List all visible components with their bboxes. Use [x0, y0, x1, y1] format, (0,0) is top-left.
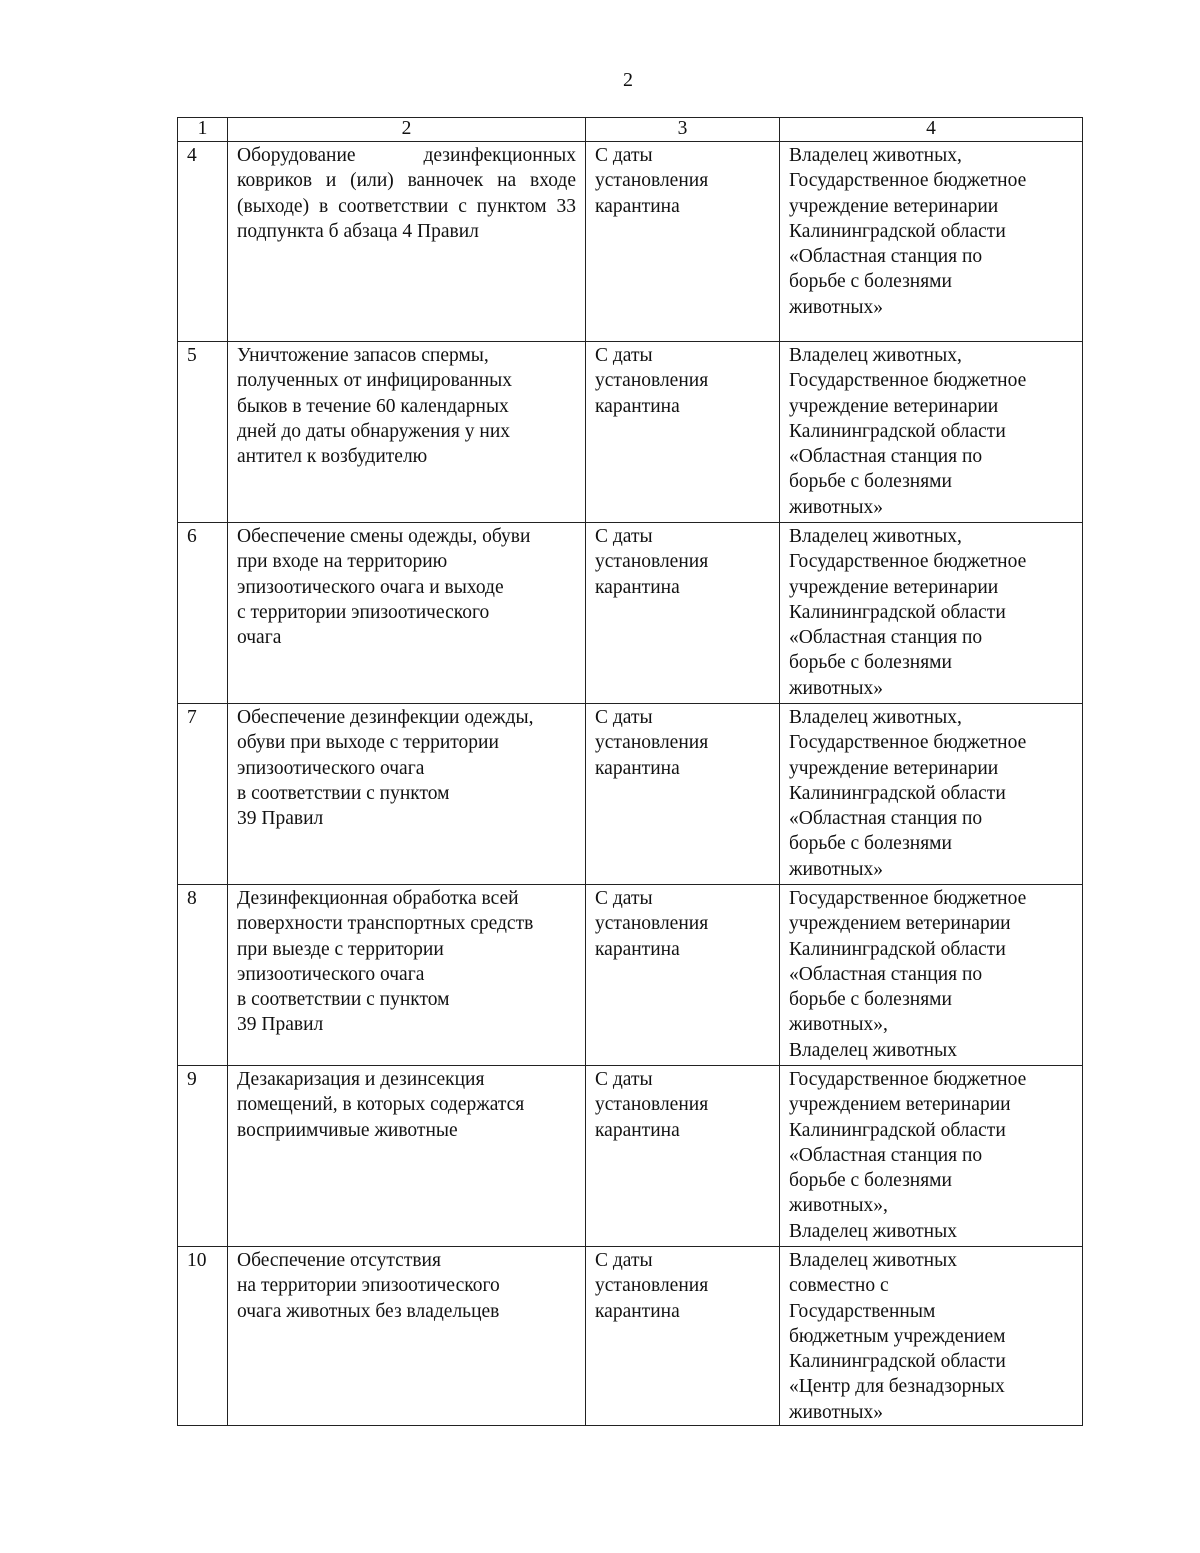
- table-row: [178, 342, 1083, 523]
- timing-cell: С даты установления карантина: [586, 342, 780, 523]
- table-row: [178, 704, 1083, 885]
- page-number: 2: [623, 69, 633, 91]
- measure-cell: Обеспечение смены одежды, обуви при входе на территорию эпизоотического очага и выходе с территории эпизоотического очага: [228, 523, 586, 704]
- row-number: 5: [178, 342, 228, 523]
- header-cell-3: 3: [586, 118, 780, 142]
- header-cell-4: 4: [780, 118, 1083, 142]
- measure-cell: Обеспечение дезинфекции одежды, обуви при выходе с территории эпизоотического очага в соответствии с пунктом 39 Правил: [228, 704, 586, 885]
- responsible-cell: Владелец животных совместно с Государственным бюджетным учреждением Калининградской области «Центр для безнадзорных животных»: [780, 1247, 1083, 1426]
- row-number: 6: [178, 523, 228, 704]
- measure-cell: Уничтожение запасов спермы, полученных от инфицированных быков в течение 60 календарных дней до даты обнаружения у них антител к возбудителю: [228, 342, 586, 523]
- responsible-cell: Государственное бюджетное учреждением ветеринарии Калининградской области «Областная станция по борьбе с болезнями животных», Владелец животных: [780, 1066, 1083, 1247]
- timing-cell: С даты установления карантина: [586, 523, 780, 704]
- row-number: 9: [178, 1066, 228, 1247]
- responsible-cell: Государственное бюджетное учреждением ветеринарии Калининградской области «Областная станция по борьбе с болезнями животных», Владелец животных: [780, 885, 1083, 1066]
- table-header-row: [178, 118, 1083, 142]
- row-number: 4: [178, 142, 228, 342]
- table-row: [178, 885, 1083, 1066]
- measure-cell: Дезакаризация и дезинсекция помещений, в которых содержатся восприимчивые животные: [228, 1066, 586, 1247]
- header-cell-2: 2: [228, 118, 586, 142]
- responsible-cell: Владелец животных, Государственное бюджетное учреждение ветеринарии Калининградской области «Областная станция по борьбе с болезнями животных»: [780, 142, 1083, 342]
- timing-cell: С даты установления карантина: [586, 1066, 780, 1247]
- header-cell-1: 1: [178, 118, 228, 142]
- timing-cell: С даты установления карантина: [586, 1247, 780, 1426]
- row-number: 10: [178, 1247, 228, 1426]
- row-number: 7: [178, 704, 228, 885]
- table-row: [178, 142, 1083, 342]
- responsible-cell: Владелец животных, Государственное бюджетное учреждение ветеринарии Калининградской области «Областная станция по борьбе с болезнями животных»: [780, 523, 1083, 704]
- responsible-cell: Владелец животных, Государственное бюджетное учреждение ветеринарии Калининградской области «Областная станция по борьбе с болезнями животных»: [780, 704, 1083, 885]
- table-row: [178, 523, 1083, 704]
- timing-cell: С даты установления карантина: [586, 704, 780, 885]
- table-row: [178, 1066, 1083, 1247]
- measure-cell: Обеспечение отсутствия на территории эпизоотического очага животных без владельцев: [228, 1247, 586, 1426]
- timing-cell: С даты установления карантина: [586, 142, 780, 342]
- timing-cell: С даты установления карантина: [586, 885, 780, 1066]
- row-number: 8: [178, 885, 228, 1066]
- measures-table: [177, 117, 1083, 1426]
- responsible-cell: Владелец животных, Государственное бюджетное учреждение ветеринарии Калининградской области «Областная станция по борьбе с болезнями животных»: [780, 342, 1083, 523]
- measure-cell: Оборудование дезинфекционных ковриков и (или) ванночек на входе (выходе) в соответствии с пунктом 33 подпункта б абзаца 4 Правил: [228, 142, 586, 342]
- table-row: [178, 1247, 1083, 1426]
- measure-cell: Дезинфекционная обработка всей поверхности транспортных средств при выезде с территории эпизоотического очага в соответствии с пунктом 39 Правил: [228, 885, 586, 1066]
